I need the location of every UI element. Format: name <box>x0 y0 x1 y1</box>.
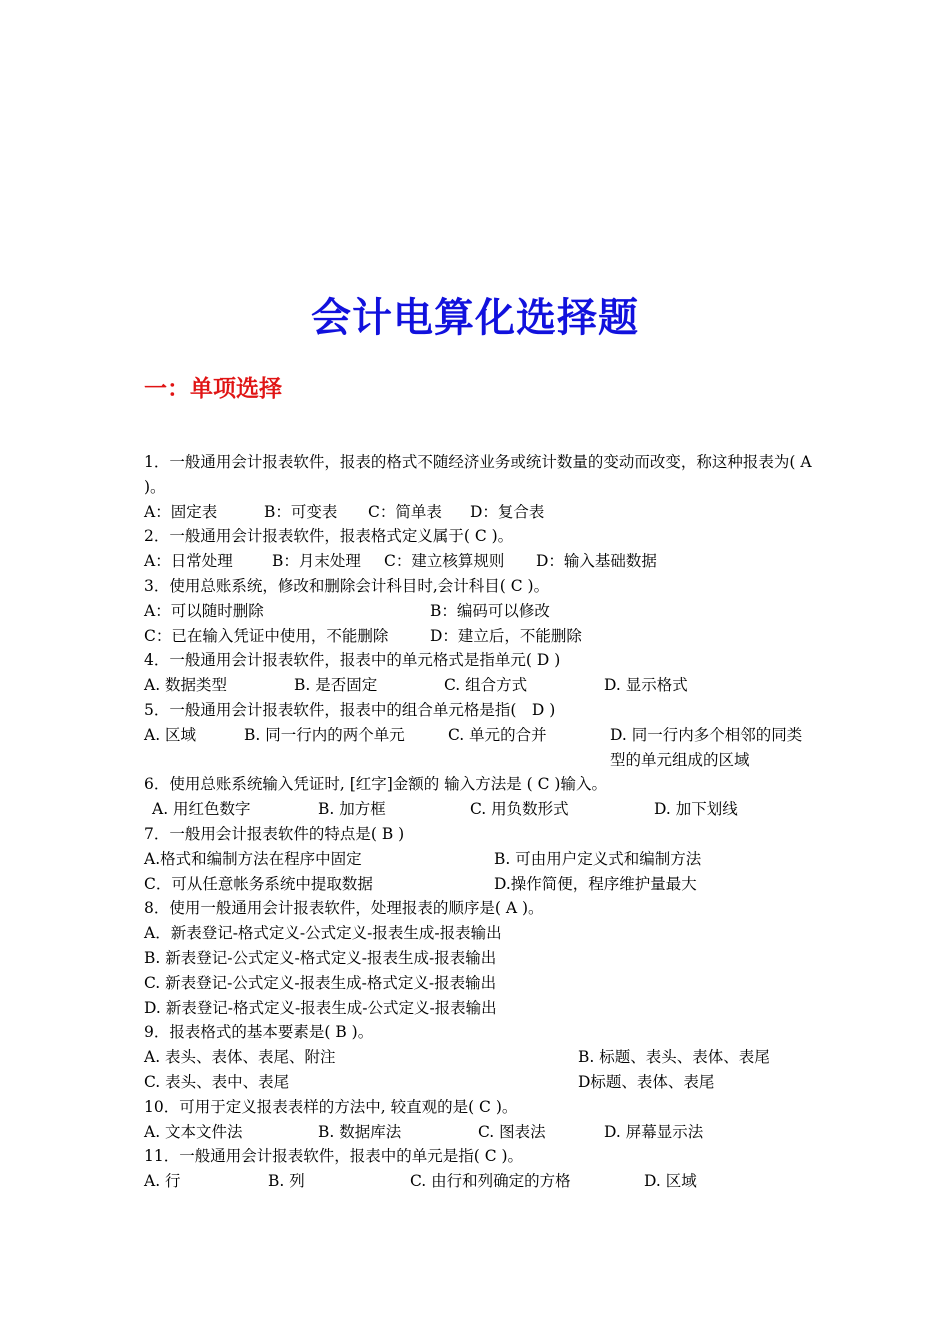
option-d: D标题、表体、表尾 <box>578 1072 715 1091</box>
option-c: C. 用负数形式 <box>470 800 569 819</box>
question-6-stem: 6．使用总账系统输入凭证时, [红字]金额的 输入方法是 ( C )输入。 <box>144 775 607 794</box>
option-a: A：日常处理 <box>144 552 233 571</box>
option-b: B. 是否固定 <box>294 676 378 695</box>
option-b: B. 数据库法 <box>318 1122 402 1141</box>
option-c: C. 组合方式 <box>444 676 528 695</box>
option-a: A. 行 <box>144 1172 181 1191</box>
option-d: D. 新表登记-格式定义-报表生成-公式定义-报表输出 <box>144 998 497 1017</box>
option-c: C. 表头、表中、表尾 <box>144 1072 290 1091</box>
option-d: D. 屏幕显示法 <box>604 1122 704 1141</box>
option-b: B. 新表登记-公式定义-格式定义-报表生成-报表输出 <box>144 948 497 967</box>
question-5-spacer <box>144 748 814 773</box>
question-2-options <box>144 549 814 574</box>
option-c: C：简单表 <box>368 502 442 521</box>
question-3-stem: 3．使用总账系统，修改和删除会计科目时,会计科目( C )。 <box>144 576 550 595</box>
question-6-options <box>144 797 814 822</box>
option-a: A. 文本文件法 <box>144 1122 243 1141</box>
option-a: A. 区域 <box>144 725 197 744</box>
option-c: C. 单元的合并 <box>448 725 547 744</box>
question-7-options-row2 <box>144 872 814 897</box>
option-b: B：月末处理 <box>272 552 361 571</box>
option-d: D：复合表 <box>470 502 545 521</box>
option-d: D. 区域 <box>644 1172 697 1191</box>
question-7-options-row1 <box>144 847 814 872</box>
question-5-options <box>144 723 814 769</box>
question-list <box>144 450 814 1194</box>
option-b: B：编码可以修改 <box>430 601 550 620</box>
option-b: B. 同一行内的两个单元 <box>244 725 405 744</box>
option-a: A.格式和编制方法在程序中固定 <box>144 849 362 868</box>
option-a: A．新表登记-格式定义-公式定义-报表生成-报表输出 <box>144 924 502 943</box>
option-d: D. 加下划线 <box>654 800 738 819</box>
question-1-stem: 1．一般通用会计报表软件，报表的格式不随经济业务或统计数量的变动而改变，称这种报表为( A )。 <box>144 453 812 496</box>
question-2-stem: 2．一般通用会计报表软件，报表格式定义属于( C )。 <box>144 527 514 546</box>
question-11-stem: 11．一般通用会计报表软件，报表中的单元是指( C )。 <box>144 1147 524 1166</box>
question-5-stem: 5．一般通用会计报表软件，报表中的组合单元格是指( D ) <box>144 700 556 719</box>
option-b: B. 可由用户定义式和编制方法 <box>494 849 702 868</box>
question-4-stem: 4．一般通用会计报表软件，报表中的单元格式是指单元( D ) <box>144 651 561 670</box>
question-9-options-row2 <box>144 1070 814 1095</box>
option-c: C. 图表法 <box>478 1122 546 1141</box>
document-title: 会计电算化选择题 <box>311 295 639 341</box>
question-7-stem: 7．一般用会计报表软件的特点是( B ) <box>144 824 405 843</box>
option-c: C．可从任意帐务系统中提取数据 <box>144 874 373 893</box>
section-heading: 一：单项选择 <box>144 376 282 402</box>
question-3-options-row1 <box>144 599 814 624</box>
option-a: A：固定表 <box>144 502 218 521</box>
option-a: A：可以随时删除 <box>144 601 264 620</box>
option-b: B：可变表 <box>264 502 338 521</box>
option-c: C：建立核算规则 <box>384 552 505 571</box>
option-a: A. 数据类型 <box>144 676 228 695</box>
question-10-options <box>144 1120 814 1145</box>
question-9-options-row1 <box>144 1045 814 1070</box>
option-b: B. 列 <box>268 1172 305 1191</box>
question-4-options <box>144 673 814 698</box>
option-b: B. 标题、表头、表体、表尾 <box>578 1048 770 1067</box>
question-8-stem: 8．使用一般通用会计报表软件，处理报表的顺序是( A )。 <box>144 899 544 918</box>
option-d: D：输入基础数据 <box>536 552 657 571</box>
option-d: D：建立后，不能删除 <box>430 626 582 645</box>
question-10-stem: 10．可用于定义报表表样的方法中, 较直观的是( C )。 <box>144 1097 518 1116</box>
option-a: A. 用红色数字 <box>152 800 251 819</box>
option-d: D. 显示格式 <box>604 676 688 695</box>
option-c: C. 新表登记-公式定义-报表生成-格式定义-报表输出 <box>144 973 497 992</box>
option-b: B. 加方框 <box>318 800 386 819</box>
option-a: A. 表头、表体、表尾、附注 <box>144 1048 336 1067</box>
question-9-stem: 9．报表格式的基本要素是( B )。 <box>144 1023 374 1042</box>
option-d: D. 同一行内多个相邻的同类型的单元组成的区域 <box>610 725 803 769</box>
option-c: C：已在输入凭证中使用，不能删除 <box>144 626 389 645</box>
question-11-options <box>144 1169 814 1194</box>
question-1-options <box>144 500 814 525</box>
option-c: C. 由行和列确定的方格 <box>410 1172 571 1191</box>
option-d: D.操作简便，程序维护量最大 <box>494 874 697 893</box>
question-3-options-row2 <box>144 624 814 649</box>
